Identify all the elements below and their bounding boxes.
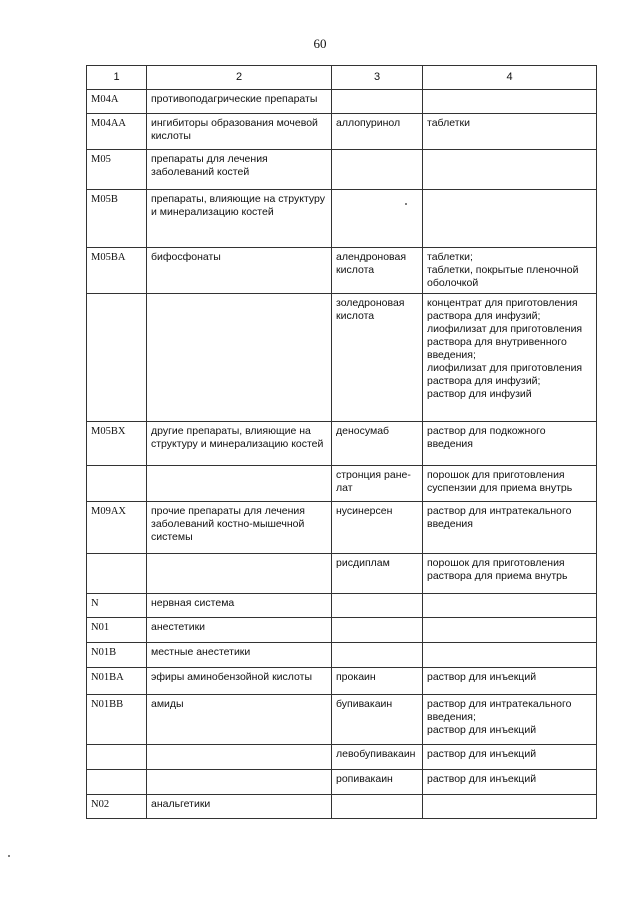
row-dosage-form <box>423 618 597 643</box>
row-substance: стронция ране- лат <box>332 466 423 502</box>
row-name <box>147 554 332 594</box>
table-row <box>87 502 597 554</box>
row-dosage-form: раствор для инъекций <box>423 668 597 695</box>
row-code: M04A <box>87 90 147 114</box>
table-row <box>87 618 597 643</box>
row-substance: ропивакаин <box>332 770 423 795</box>
row-code: M09AX <box>87 502 147 554</box>
row-code <box>87 745 147 770</box>
row-dosage-form <box>423 90 597 114</box>
row-substance <box>332 150 423 190</box>
row-dosage-form <box>423 594 597 618</box>
row-name: другие препараты, влияющие на структуру и минерализацию костей <box>147 422 332 466</box>
row-name <box>147 745 332 770</box>
row-dosage-form <box>423 150 597 190</box>
scan-speck <box>8 855 10 857</box>
row-substance <box>332 795 423 819</box>
table-row <box>87 695 597 745</box>
row-code: N01BB <box>87 695 147 745</box>
row-dosage-form: раствор для подкожного введения <box>423 422 597 466</box>
row-name: анальгетики <box>147 795 332 819</box>
row-dosage-form: порошок для приготовления суспензии для приема внутрь <box>423 466 597 502</box>
table-row <box>87 422 597 466</box>
row-code: M05BA <box>87 248 147 294</box>
row-name <box>147 294 332 422</box>
row-code <box>87 466 147 502</box>
row-name: местные анестетики <box>147 643 332 668</box>
row-code <box>87 294 147 422</box>
row-name: нервная система <box>147 594 332 618</box>
row-substance <box>332 190 423 248</box>
table-row <box>87 643 597 668</box>
row-code: N <box>87 594 147 618</box>
row-code: M05 <box>87 150 147 190</box>
row-dosage-form: раствор для интратекального введения <box>423 502 597 554</box>
row-name: эфиры аминобензойной кислоты <box>147 668 332 695</box>
row-dosage-form: порошок для приготовления раствора для приема внутрь <box>423 554 597 594</box>
table-row <box>87 466 597 502</box>
table-header-row <box>87 66 597 90</box>
row-code: N01 <box>87 618 147 643</box>
row-dosage-form: таблетки <box>423 114 597 150</box>
table-row <box>87 248 597 294</box>
table-row <box>87 190 597 248</box>
row-name: ингибиторы образования мочевой кислоты <box>147 114 332 150</box>
row-name: анестетики <box>147 618 332 643</box>
row-dosage-form: раствор для интратекального введения; раствор для инъекций <box>423 695 597 745</box>
table-row <box>87 795 597 819</box>
row-code: M05BX <box>87 422 147 466</box>
row-name: амиды <box>147 695 332 745</box>
row-dosage-form <box>423 190 597 248</box>
row-name: препараты для лечения заболеваний костей <box>147 150 332 190</box>
table-row <box>87 554 597 594</box>
row-code: M04AA <box>87 114 147 150</box>
drug-classification-table <box>86 65 597 819</box>
row-substance: рисдиплам <box>332 554 423 594</box>
page-number: 60 <box>313 36 327 51</box>
table-row <box>87 745 597 770</box>
row-code: N01B <box>87 643 147 668</box>
row-dosage-form: таблетки; таблетки, покрытые пленочной оболочкой <box>423 248 597 294</box>
scan-speck <box>405 203 407 205</box>
table-row <box>87 594 597 618</box>
header-col-3: 3 <box>332 66 423 90</box>
row-substance: золедроновая кислота <box>332 294 423 422</box>
row-substance: бупивакаин <box>332 695 423 745</box>
table-row <box>87 668 597 695</box>
row-code: N02 <box>87 795 147 819</box>
row-substance: левобупивакаин <box>332 745 423 770</box>
row-substance <box>332 594 423 618</box>
row-substance <box>332 618 423 643</box>
row-substance: прокаин <box>332 668 423 695</box>
row-name: противоподагрические препараты <box>147 90 332 114</box>
table-row <box>87 114 597 150</box>
header-col-1: 1 <box>87 66 147 90</box>
table-row <box>87 770 597 795</box>
row-substance: нусинерсен <box>332 502 423 554</box>
row-name <box>147 770 332 795</box>
header-col-4: 4 <box>423 66 597 90</box>
row-name <box>147 466 332 502</box>
table-row <box>87 90 597 114</box>
table-row <box>87 294 597 422</box>
row-name: прочие препараты для лечения заболеваний костно-мышечной системы <box>147 502 332 554</box>
row-dosage-form <box>423 795 597 819</box>
header-col-2: 2 <box>147 66 332 90</box>
row-substance: деносумаб <box>332 422 423 466</box>
row-substance: аллопуринол <box>332 114 423 150</box>
row-code <box>87 770 147 795</box>
row-dosage-form <box>423 643 597 668</box>
row-substance <box>332 643 423 668</box>
row-code: N01BA <box>87 668 147 695</box>
row-name: препараты, влияющие на структуру и минерализацию костей <box>147 190 332 248</box>
row-name: бифосфонаты <box>147 248 332 294</box>
row-substance <box>332 90 423 114</box>
row-code: M05B <box>87 190 147 248</box>
table-row <box>87 150 597 190</box>
row-dosage-form: раствор для инъекций <box>423 745 597 770</box>
row-substance: алендроновая кислота <box>332 248 423 294</box>
row-dosage-form: концентрат для приготовления раствора для инфузий; лиофилизат для приготовления раствора для внутривенного введения; лиофилизат для приготовления раствора для инфузий; раствор для инфузий <box>423 294 597 422</box>
row-dosage-form: раствор для инъекций <box>423 770 597 795</box>
row-code <box>87 554 147 594</box>
